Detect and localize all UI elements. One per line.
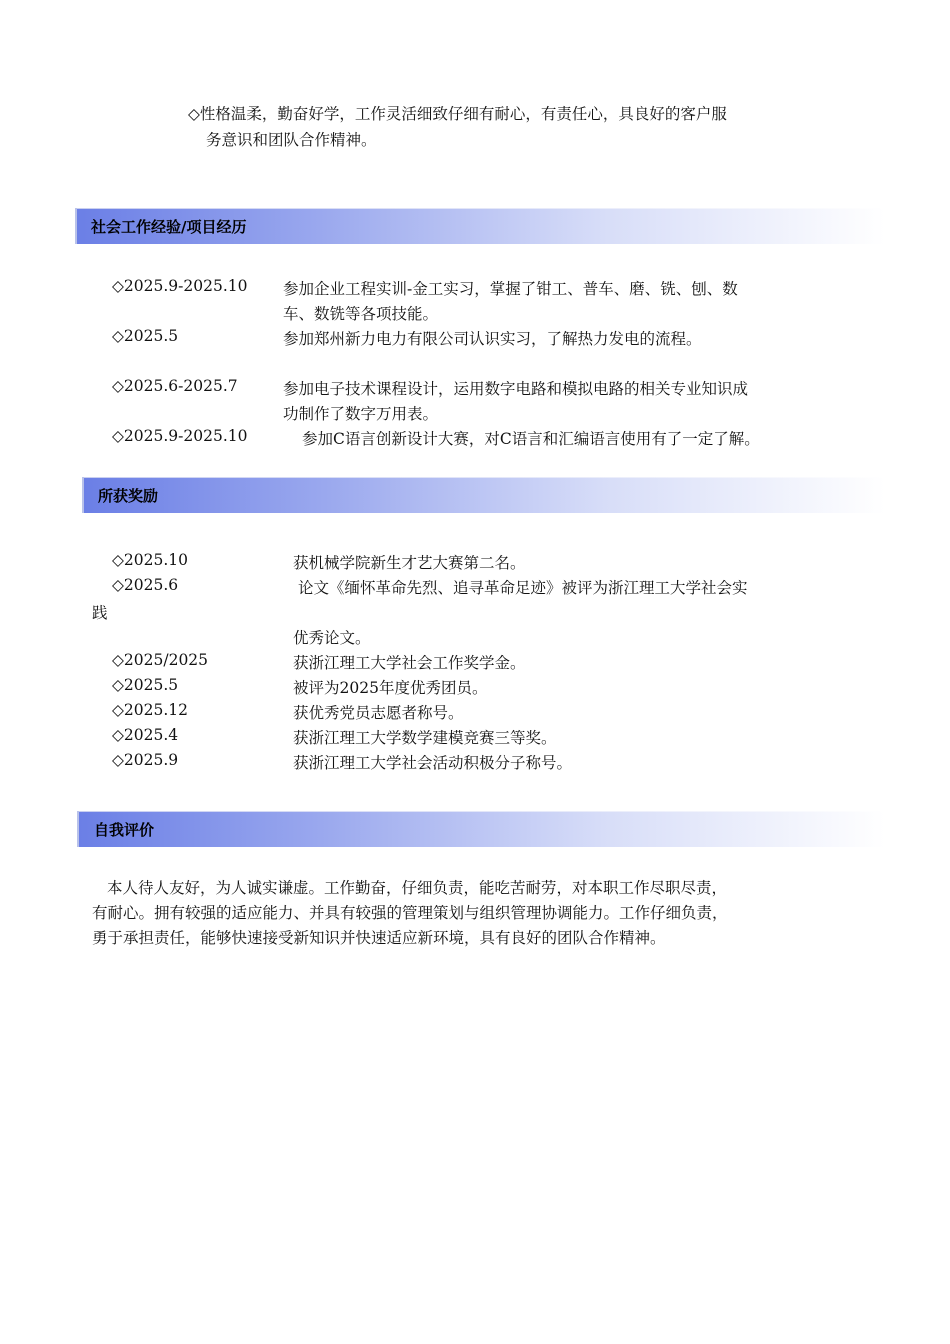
experience-text: 功制作了数字万用表。 — [283, 405, 439, 423]
self-eval-line-2: 有耐心。拥有较强的适应能力、并具有较强的管理策划与组织管理协调能力。工作仔细负责， — [92, 904, 728, 922]
experience-date: ◇2025.9-2025.10 — [112, 427, 248, 445]
award-date: ◇2025.12 — [112, 701, 189, 719]
award-date: ◇2025/2025 — [112, 651, 209, 669]
award-text: 获浙江理工大学社会活动积极分子称号。 — [293, 754, 573, 772]
award-text: 获浙江理工大学数学建模竞赛三等奖。 — [293, 729, 557, 747]
self-eval-line-3: 勇于承担责任，能够快速接受新知识并快速适应新环境，具有良好的团队合作精神。 — [92, 929, 666, 947]
self-eval-line-1: 本人待人友好，为人诚实谦虚。工作勤奋，仔细负责，能吃苦耐劳，对本职工作尽职尽责， — [107, 879, 728, 897]
experience-section-header — [75, 208, 885, 244]
experience-date: ◇2025.5 — [112, 327, 179, 345]
self-eval-section-header — [77, 811, 885, 847]
award-date: ◇2025.9 — [112, 751, 179, 769]
award-text: 获浙江理工大学社会工作奖学金。 — [293, 654, 526, 672]
self-eval-section-title: 自我评价 — [94, 821, 155, 839]
award-text-wrap: 践 — [92, 604, 108, 622]
experience-date: ◇2025.6-2025.7 — [112, 377, 238, 395]
award-text: 论文《缅怀革命先烈、追寻革命足迹》被评为浙江理工大学社会实 — [298, 579, 748, 597]
experience-text: 参加C语言创新设计大赛，对C语言和汇编语言使用有了一定了解。 — [302, 430, 760, 448]
award-text-continued: 优秀论文。 — [293, 629, 371, 647]
experience-section-title: 社会工作经验/项目经历 — [91, 218, 247, 236]
award-text: 获机械学院新生才艺大赛第二名。 — [293, 554, 526, 572]
experience-text: 参加企业工程实训-金工实习，掌握了钳工、普车、磨、铣、刨、数 — [283, 280, 738, 298]
award-date: ◇2025.10 — [112, 551, 189, 569]
intro-line-1: ◇性格温柔，勤奋好学，工作灵活细致仔细有耐心，有责任心，具良好的客户服 — [188, 105, 727, 123]
award-text: 被评为2025年度优秀团员。 — [293, 679, 488, 697]
award-date: ◇2025.5 — [112, 676, 179, 694]
awards-section-header — [82, 477, 885, 513]
award-date: ◇2025.6 — [112, 576, 179, 594]
award-date: ◇2025.4 — [112, 726, 179, 744]
award-text: 获优秀党员志愿者称号。 — [293, 704, 464, 722]
experience-text: 车、数铣等各项技能。 — [283, 305, 439, 323]
awards-section-title: 所获奖励 — [98, 487, 159, 505]
experience-text: 参加电子技术课程设计，运用数字电路和模拟电路的相关专业知识成 — [283, 380, 749, 398]
experience-text: 参加郑州新力电力有限公司认识实习，了解热力发电的流程。 — [283, 330, 702, 348]
intro-line-2: 务意识和团队合作精神。 — [206, 131, 377, 149]
experience-date: ◇2025.9-2025.10 — [112, 277, 248, 295]
